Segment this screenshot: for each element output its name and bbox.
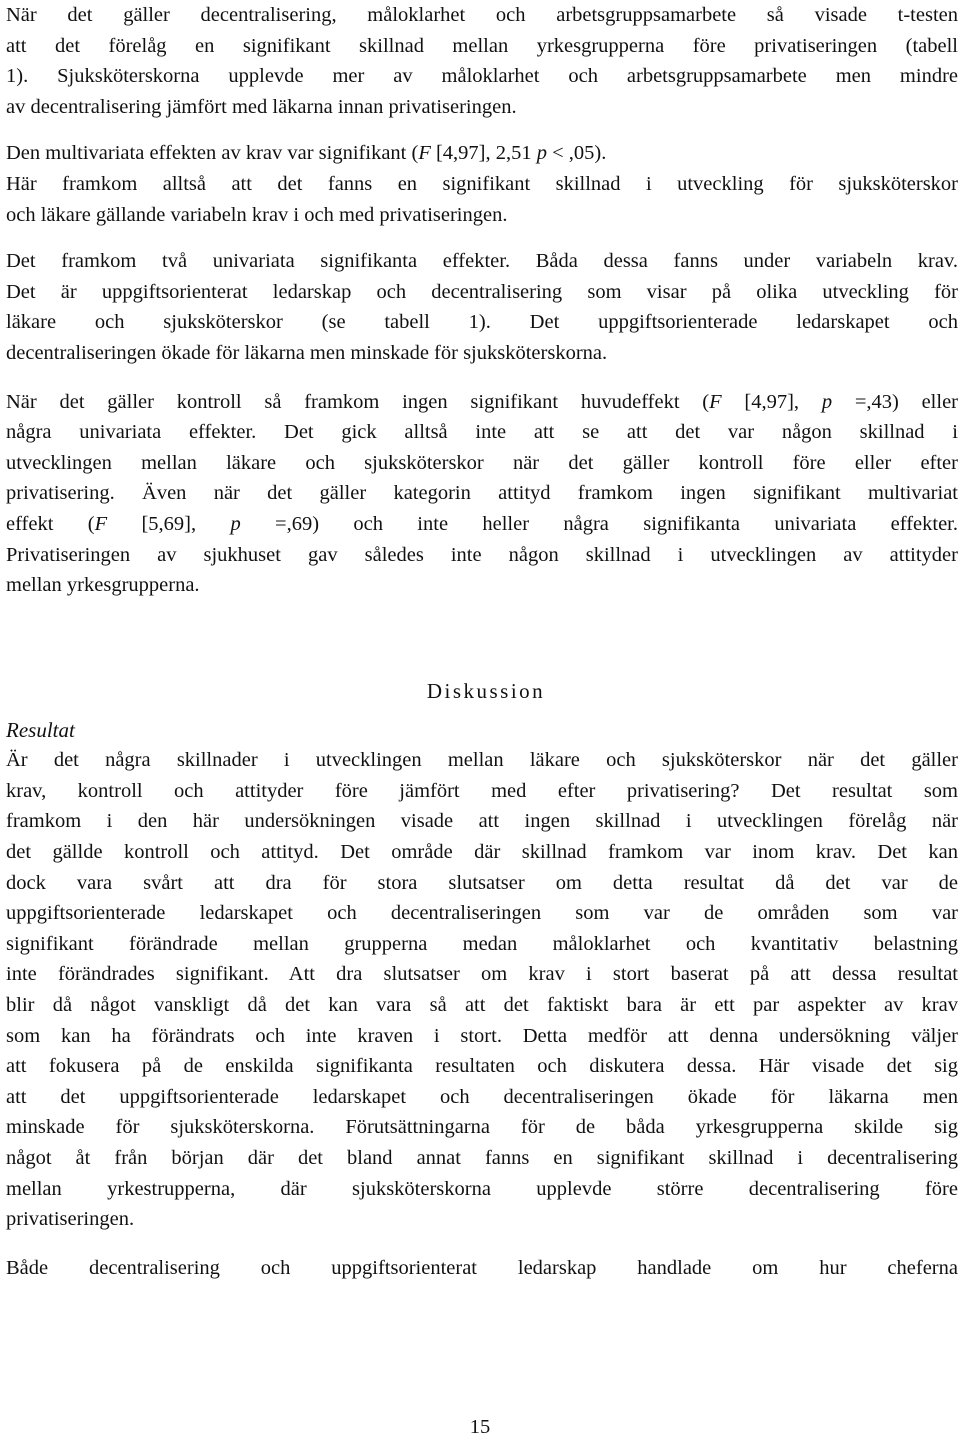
text-line: 1). Sjuksköterskorna upplevde mer av måloklarhet och arbetsgruppsamarbete men mindre [6,65,958,88]
document-page [6,0,958,1283]
text-line: mellan yrkesgrupperna. [6,574,200,597]
text-line: att fokusera på de enskilda signifikanta resultaten och diskutera dessa. Här visade det sig [6,1055,958,1078]
page-number: 15 [469,1416,491,1438]
text-line: Det framkom två univariata signifikanta effekter. Båda dessa fanns under variabeln krav. [6,250,958,273]
text-line: minskade för sjuksköterskorna. Förutsättningarna för de båda yrkesgrupperna skilde sig [6,1116,958,1139]
paragraph-6 [6,1253,958,1284]
text-line: något åt från början där det bland annat fanns en signifikant skillnad i decentralisering [6,1147,958,1169]
text-line: att det förelåg en signifikant skillnad mellan yrkesgrupperna före privatiseringen (tabell [6,34,958,57]
text-line: krav, kontroll och attityder före jämfört med efter privatisering? Det resultat som [6,779,958,802]
subsection-heading: Resultat [6,717,75,742]
text-line: uppgiftsorienterade ledarskapet och decentraliseringen som var de områden som var [6,902,958,925]
text-line: Privatiseringen av sjukhuset gav således inte någon skillnad i utvecklingen av attityder [6,543,958,566]
paragraph-2 [6,138,958,230]
paragraph-5 [6,745,958,1235]
text-line: mellan yrkestrupperna, där sjuksköterskorna upplevde större decentralisering före [6,1177,958,1200]
text-line: Här framkom alltså att det fanns en signifikant skillnad i utveckling för sjuksköterskor [6,172,958,195]
text-line: Den multivariata effekten av krav var signifikant (F [4,97], 2,51 p < ,05). [6,142,607,165]
text-line: det gällde kontroll och attityd. Det område där skillnad framkom var inom krav. Det kan [6,841,958,864]
text-line: blir då något vanskligt då det kan vara så att det faktiskt bara är ett par aspekter av krav [6,994,958,1017]
paragraph-3 [6,246,958,368]
text-line: läkare och sjuksköterskor (se tabell 1). Det uppgiftsorienterade ledarskapet och [6,311,958,334]
text-line: och läkare gällande variabeln krav i och med privatiseringen. [6,203,508,226]
text-line: att det uppgiftsorienterade ledarskapet och decentraliseringen ökade för läkarna men [6,1085,958,1108]
text-line: utvecklingen mellan läkare och sjuksköterskor när det gäller kontroll före eller efter [6,451,958,474]
text-line: framkom i den här undersökningen visade att ingen skillnad i utvecklingen förelåg när [6,810,958,833]
text-line: privatiseringen. [6,1208,135,1231]
text-line: av decentralisering jämfört med läkarna innan privatiseringen. [6,95,517,118]
text-line: signifikant förändrade mellan grupperna medan måloklarhet och kvantitativ belastning [6,932,958,955]
text-line: några univariata effekter. Det gick alltså inte att se att det var någon skillnad i [6,421,958,444]
text-line: decentraliseringen ökade för läkarna men minskade för sjuksköterskorna. [6,341,608,364]
text-line: effekt (F [5,69], p =,69) och inte heller några signifikanta univariata effekter. [6,512,958,535]
text-line: När det gäller kontroll så framkom ingen signifikant huvudeffekt (F [4,97], p =,43) eller [6,390,959,413]
paragraph-4 [6,387,958,601]
text-line: Det är uppgiftsorienterat ledarskap och decentralisering som visar på olika utveckling för [6,280,958,303]
section-heading: Diskussion [426,678,546,703]
text-line: När det gäller decentralisering, måloklarhet och arbetsgruppsamarbete så visade t-testen [6,4,958,26]
text-line: Både decentralisering och uppgiftsorienterat ledarskap handlade om hur cheferna [6,1256,958,1279]
paragraph-1 [6,0,958,122]
text-line: inte förändrades signifikant. Att dra slutsatser om krav i stort baserat på att dessa resultat [6,963,958,986]
text-line: privatisering. Även när det gäller kategorin attityd framkom ingen signifikant multivariat [6,482,958,505]
text-line: som kan ha förändrats och inte kraven i stort. Detta medför att denna undersökning väljer [6,1024,958,1047]
text-line: dock vara svårt att dra för stora slutsatser om detta resultat då det var de [6,871,958,894]
text-line: Är det några skillnader i utvecklingen mellan läkare och sjuksköterskor när det gäller [6,749,958,772]
